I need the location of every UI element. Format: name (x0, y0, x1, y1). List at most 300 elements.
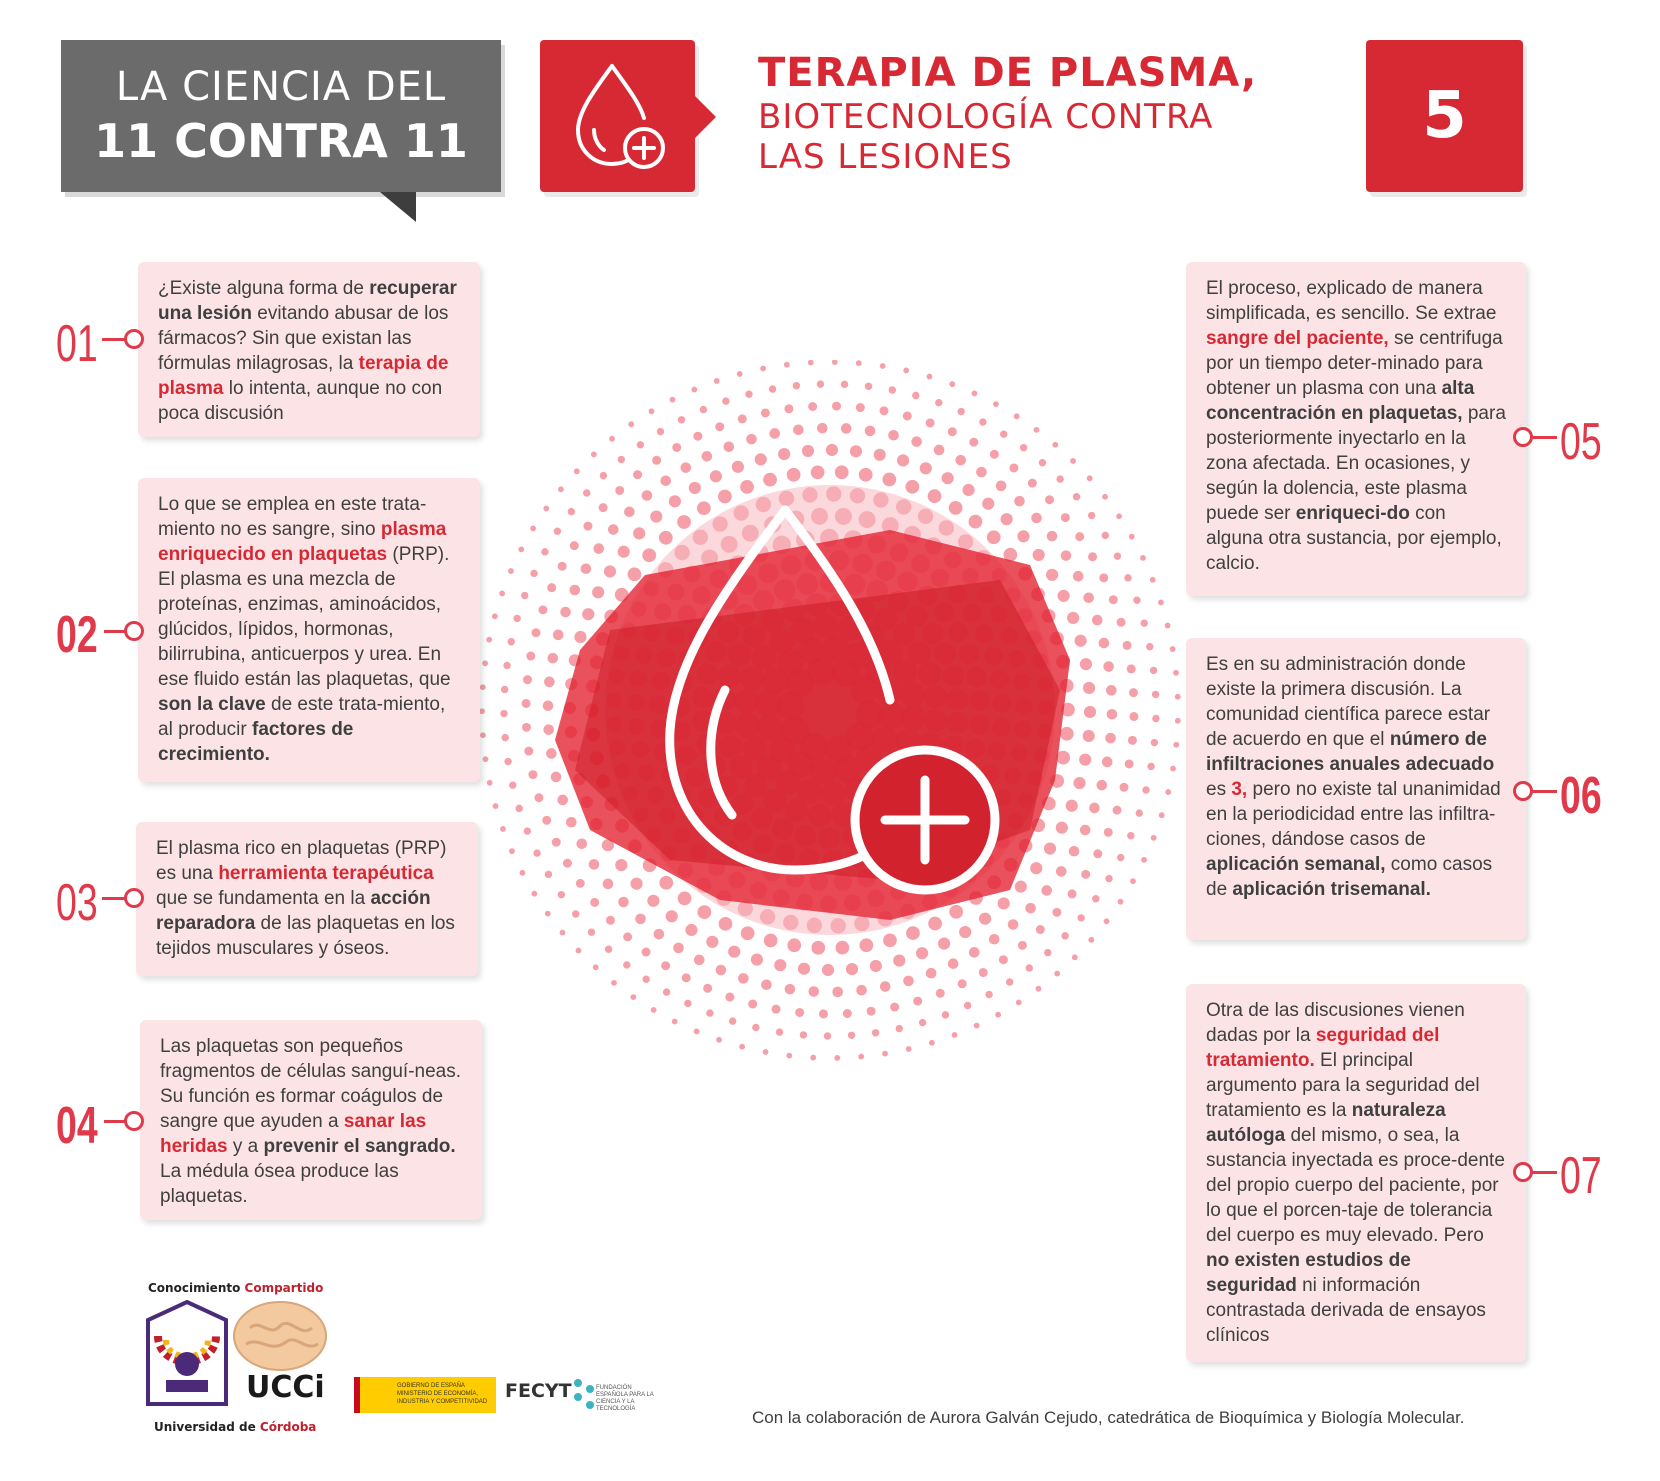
halftone-dot (942, 472, 954, 484)
halftone-dot (832, 360, 838, 365)
text-segment: sangre del paciente, (1206, 328, 1389, 349)
halftone-dot (1014, 413, 1020, 419)
halftone-dot (959, 926, 971, 938)
halftone-dot (700, 406, 707, 413)
university-name (154, 1420, 316, 1434)
halftone-dot (1102, 494, 1108, 500)
halftone-dot (969, 438, 978, 447)
marker-02 (56, 605, 114, 665)
halftone-dot (615, 859, 627, 871)
halftone-dot (883, 933, 897, 947)
halftone-dot (1099, 638, 1110, 649)
halftone-dot (1105, 733, 1116, 744)
government-logo (354, 1377, 496, 1413)
brain-logo (230, 1298, 330, 1378)
halftone-dot (1133, 596, 1140, 603)
halftone-dot (856, 985, 867, 996)
halftone-dot (929, 1040, 935, 1046)
halftone-dot (1175, 718, 1181, 724)
halftone-dot (608, 524, 619, 535)
halftone-dot (522, 699, 531, 708)
halftone-dot (948, 958, 959, 969)
halftone-dot (948, 427, 957, 436)
halftone-dot (1092, 615, 1103, 626)
text-segment: terapia de plasma (158, 353, 449, 399)
halftone-dot (912, 392, 919, 399)
halftone-dot (784, 362, 790, 368)
halftone-dot (624, 507, 635, 518)
halftone-dot (848, 1032, 855, 1039)
halftone-dot (637, 441, 644, 448)
halftone-dot (1008, 919, 1019, 930)
halftone-dot (642, 948, 651, 957)
halftone-dot (633, 527, 645, 539)
halftone-dot (672, 443, 681, 452)
halftone-dot (718, 490, 732, 504)
ucci-tagline-b: Compartido (244, 1281, 324, 1295)
halftone-dot (576, 879, 585, 888)
halftone-dot (826, 444, 838, 456)
halftone-dot (666, 910, 678, 922)
text-segment: recuperar una lesión (158, 278, 457, 324)
marker-06-number: 06 (1560, 767, 1602, 825)
series-title-line1: LA CIENCIA DEL (115, 64, 447, 110)
halftone-dot (1041, 885, 1052, 896)
halftone-dot (1114, 552, 1121, 559)
halftone-dot (808, 402, 817, 411)
halftone-dot (630, 878, 642, 890)
halftone-dot (808, 360, 814, 365)
halftone-dot (652, 456, 661, 465)
halftone-dot (1141, 619, 1148, 626)
halftone-dot (642, 548, 656, 562)
halftone-dot (843, 1009, 852, 1018)
marker-05 (1560, 412, 1618, 472)
title-line1: TERAPIA DE PLASMA, (758, 50, 1258, 96)
info-card-01 (138, 262, 480, 437)
halftone-dot (1077, 914, 1084, 921)
halftone-dot (534, 793, 543, 802)
halftone-dot (752, 1024, 759, 1031)
text-segment: alta concentración en plaquetas, (1206, 378, 1475, 424)
halftone-dot (1104, 828, 1113, 837)
halftone-dot (1084, 706, 1096, 718)
halftone-dot (557, 795, 568, 806)
halftone-dot (1129, 534, 1135, 540)
halftone-dot (1026, 964, 1033, 971)
halftone-dot (800, 1031, 807, 1038)
halftone-dot (995, 1012, 1001, 1018)
halftone-dot (682, 973, 691, 982)
halftone-dot (741, 926, 755, 940)
halftone-dot (582, 608, 594, 620)
halftone-dot (810, 1055, 816, 1061)
halftone-dot (935, 399, 942, 406)
halftone-dot (949, 381, 955, 387)
central-illustration (470, 360, 1190, 1080)
text-segment: del mismo, o sea, la sustancia inyectada es proce-dente del propio cuerpo del paciente, por lo que el porcen-taje de tolerancia del cuerpo es muy elevado. Pero (1206, 1125, 1505, 1246)
halftone-dot (1033, 549, 1045, 561)
halftone-dot (1018, 941, 1027, 950)
halftone-dot (590, 898, 599, 907)
halftone-dot (841, 381, 848, 388)
text-segment: 3, (1231, 779, 1248, 800)
halftone-dot (560, 930, 566, 936)
text-segment: naturaleza autóloga (1206, 1100, 1446, 1146)
halftone-dot (938, 938, 950, 950)
text-segment: El principal argumento para la seguridad del tratamiento es la (1206, 1050, 1480, 1121)
halftone-dot (996, 481, 1007, 492)
marker-03-number: 03 (56, 874, 98, 932)
halftone-dot (1044, 842, 1056, 854)
halftone-dot (523, 675, 532, 684)
halftone-dot (592, 586, 604, 598)
halftone-dot (533, 849, 540, 856)
text-segment: aplicación semanal, (1206, 854, 1386, 875)
halftone-dot (1075, 532, 1084, 541)
halftone-dot (1061, 513, 1070, 522)
marker-07 (1560, 1146, 1618, 1206)
halftone-dot (728, 946, 740, 958)
info-card-05 (1186, 262, 1526, 596)
marker-01 (56, 314, 114, 374)
halftone-dot (1173, 742, 1179, 748)
halftone-dot (1113, 806, 1122, 815)
halftone-dot (927, 374, 933, 380)
halftone-dot (499, 590, 505, 596)
halftone-dot (969, 515, 983, 529)
halftone-dot (604, 565, 616, 577)
halftone-dot (618, 456, 625, 463)
halftone-dot (606, 916, 615, 925)
halftone-dot (778, 448, 790, 460)
halftone-dot (706, 1009, 713, 1016)
halftone-dot (503, 662, 510, 669)
halftone-dot (1000, 430, 1007, 437)
halftone-dot (570, 585, 581, 596)
halftone-dot (774, 959, 786, 971)
halftone-dot (976, 467, 987, 478)
text-segment: lo intenta, aunque no con poca discusión (158, 378, 443, 424)
halftone-dot (581, 563, 592, 574)
halftone-dot (1066, 800, 1078, 812)
info-card-04-text (160, 1034, 462, 1209)
halftone-dot (1150, 577, 1156, 583)
marker-03 (56, 873, 114, 933)
halftone-dot (548, 653, 559, 664)
halftone-dot (1151, 835, 1157, 841)
halftone-dot (819, 1009, 828, 1018)
halftone-dot (1092, 895, 1099, 902)
halftone-dot (1130, 878, 1136, 884)
halftone-dot (724, 441, 735, 452)
halftone-dot (822, 964, 834, 976)
halftone-dot (841, 423, 852, 434)
halftone-dot (1142, 786, 1149, 793)
halftone-dot (633, 470, 642, 479)
halftone-dot (654, 929, 665, 940)
halftone-dot (1047, 531, 1058, 542)
halftone-dot (531, 891, 537, 897)
title-line2: BIOTECNOLOGÍA CONTRA (758, 97, 1214, 137)
halftone-dot (530, 526, 536, 532)
halftone-dot (1117, 854, 1124, 861)
halftone-dot (798, 963, 810, 975)
halftone-dot (1105, 875, 1112, 882)
halftone-dot (591, 451, 597, 457)
blood-drop-plus-icon (562, 58, 672, 176)
text-segment: ¿Existe alguna forma de (158, 278, 370, 299)
halftone-dot (1072, 954, 1078, 960)
text-segment: son la clave (158, 694, 266, 715)
halftone-dot (600, 472, 607, 479)
halftone-dot (879, 406, 888, 415)
halftone-dot (1175, 694, 1181, 700)
halftone-dot (1118, 899, 1124, 905)
halftone-dot (558, 562, 567, 571)
halftone-dot (785, 984, 796, 995)
text-segment: sanar las heridas (160, 1111, 427, 1157)
halftone-dot (903, 976, 914, 987)
halftone-dot (716, 965, 727, 976)
halftone-dot (480, 732, 486, 738)
halftone-dot (551, 772, 562, 783)
halftone-dot (787, 468, 801, 482)
text-segment: es (1206, 779, 1232, 800)
text-segment: para posteriormente inyectarlo en la zona afectada. En ocasiones, y según la dolencia, este plasma puede ser (1206, 403, 1506, 524)
text-segment: número de infiltraciones anuales adecuado (1206, 729, 1495, 775)
halftone-dot (872, 1029, 879, 1036)
university-shield-logo (146, 1300, 228, 1406)
halftone-dot (817, 423, 828, 434)
halftone-dot (942, 1011, 949, 1018)
halftone-dot (500, 710, 507, 717)
marker-04 (56, 1096, 114, 1156)
halftone-dot (1080, 825, 1091, 836)
halftone-dot (547, 583, 556, 592)
halftone-dot (928, 917, 942, 931)
halftone-dot (1020, 444, 1027, 451)
halftone-dot (513, 615, 520, 622)
halftone-dot (739, 1044, 745, 1050)
halftone-dot (684, 1000, 691, 1007)
text-segment: aplicación trisemanal. (1232, 879, 1431, 900)
marker-01-number: 01 (56, 315, 98, 373)
halftone-dot (576, 948, 582, 954)
halftone-dot (480, 684, 486, 690)
halftone-dot (1006, 978, 1013, 985)
halftone-dot (623, 932, 632, 941)
halftone-dot (500, 826, 506, 832)
marker-04-number: 04 (56, 1097, 98, 1155)
halftone-dot (1088, 512, 1095, 519)
halftone-dot (1109, 595, 1118, 604)
halftone-dot (680, 462, 691, 473)
halftone-dot (558, 891, 565, 898)
halftone-dot (661, 961, 670, 970)
halftone-dot (1016, 999, 1022, 1005)
halftone-dot (1102, 532, 1109, 539)
halftone-dot (678, 416, 685, 423)
halftone-dot (776, 1028, 783, 1035)
halftone-dot (576, 839, 587, 850)
halftone-dot (487, 780, 493, 786)
halftone-dot (706, 936, 718, 948)
halftone-dot (716, 1037, 722, 1043)
connector-dot-03 (124, 888, 144, 908)
spain-flag-icon (354, 1377, 394, 1413)
ucci-tagline-a: Conocimiento (148, 1281, 245, 1295)
halftone-dot (911, 436, 922, 447)
halftone-dot (769, 428, 780, 439)
halftone-dot (715, 422, 724, 431)
halftone-dot (530, 570, 537, 577)
halftone-dot (772, 1005, 781, 1014)
halftone-dot (483, 756, 489, 762)
halftone-dot (913, 997, 922, 1006)
series-title-line2: 11 CONTRA 11 (94, 114, 468, 168)
text-segment: acción reparadora (156, 888, 431, 934)
halftone-dot (832, 402, 841, 411)
info-card-06 (1186, 638, 1526, 940)
halftone-dot (974, 1023, 980, 1029)
halftone-dot (888, 430, 899, 441)
header-icon-box (540, 40, 695, 192)
halftone-dot (660, 475, 671, 486)
connector-dot-01 (124, 329, 144, 349)
info-card-07-text (1206, 998, 1506, 1348)
halftone-dot (583, 522, 592, 531)
halftone-dot (589, 859, 600, 870)
halftone-dot (649, 408, 655, 414)
text-segment: El plasma rico en plaquetas (PRP) es una (156, 838, 447, 884)
text-segment: con alguna otra sustancia, por ejemplo, calcio. (1206, 503, 1502, 574)
halftone-dot (1158, 600, 1164, 606)
halftone-dot (1058, 590, 1070, 602)
halftone-dot (603, 879, 614, 890)
halftone-dot (1083, 682, 1095, 694)
halftone-dot (1104, 918, 1110, 924)
halftone-dot (1089, 803, 1100, 814)
halftone-dot (1150, 667, 1157, 674)
info-card-03 (136, 822, 478, 976)
halftone-dot (999, 955, 1008, 964)
halftone-dot (642, 490, 653, 501)
text-segment: se centrifuga por un tiempo deter-minado para obtener un plasma con una (1206, 328, 1503, 399)
halftone-dot (928, 489, 942, 503)
halftone-dot (611, 980, 617, 986)
halftone-dot (1120, 783, 1129, 792)
halftone-dot (685, 924, 697, 936)
connector-dot-02 (124, 621, 144, 641)
text-segment: herramienta terapéutica (218, 863, 434, 884)
halftone-dot (1128, 736, 1137, 745)
halftone-dot (926, 418, 935, 427)
halftone-dot (663, 988, 670, 995)
halftone-dot (1152, 715, 1159, 722)
halftone-dot (542, 816, 551, 825)
halftone-dot (882, 473, 896, 487)
halftone-dot (553, 630, 564, 641)
halftone-dot (722, 397, 729, 404)
halftone-dot (746, 434, 757, 445)
halftone-dot (1124, 574, 1131, 581)
halftone-dot (572, 910, 579, 917)
halftone-dot (958, 979, 967, 988)
halftone-dot (719, 917, 733, 931)
halftone-dot (990, 450, 999, 459)
halftone-dot (693, 432, 702, 441)
halftone-dot (1116, 513, 1122, 519)
halftone-dot (903, 368, 909, 374)
halftone-dot (528, 770, 537, 779)
halftone-dot (1117, 618, 1126, 627)
halftone-dot (1045, 495, 1054, 504)
halftone-dot (745, 391, 752, 398)
halftone-dot (1083, 592, 1094, 603)
text-segment: plasma enriquecido en plaquetas (158, 519, 447, 565)
halftone-dot (482, 660, 488, 666)
fecyt-subtitle: FUNDACIÓN ESPAÑOLA PARA LA CIENCIA Y LA TECNOLOGÍA (596, 1385, 654, 1412)
halftone-dot (522, 723, 531, 732)
info-card-02-text (158, 492, 460, 767)
halftone-dot (1014, 496, 1025, 507)
halftone-dot (1083, 730, 1095, 742)
halftone-dot (1044, 949, 1051, 956)
halftone-dot (1067, 612, 1079, 624)
halftone-dot (916, 947, 928, 959)
credits-footer: Con la colaboración de Aurora Galván Cejudo, catedrática de Bioquímica y Biología Molecular. (752, 1408, 1465, 1427)
halftone-dot (524, 827, 531, 834)
halftone-dot (760, 366, 766, 372)
halftone-dot (1136, 809, 1143, 816)
halftone-dot (1147, 763, 1154, 770)
halftone-dot (599, 503, 608, 512)
halftone-dot (623, 961, 630, 968)
halftone-dot (538, 605, 547, 614)
halftone-dot (1123, 641, 1132, 650)
halftone-dot (761, 408, 770, 417)
halftone-dot (1068, 889, 1077, 898)
halftone-dot (618, 897, 629, 908)
halftone-dot (1073, 571, 1084, 582)
halftone-dot (508, 638, 515, 645)
halftone-dot (926, 968, 937, 979)
halftone-dot (698, 905, 712, 919)
halftone-dot (1028, 479, 1037, 488)
halftone-dot (588, 929, 595, 936)
halftone-dot (657, 428, 664, 435)
halftone-dot (811, 941, 825, 955)
halftone-dot (1129, 688, 1138, 697)
issue-number: 5 (1366, 40, 1523, 192)
halftone-dot (962, 484, 974, 496)
halftone-dot (1170, 766, 1176, 772)
halftone-dot (702, 451, 713, 462)
halftone-dot (543, 700, 554, 711)
halftone-dot (949, 905, 963, 919)
halftone-dot (643, 976, 650, 983)
halftone-dot (870, 960, 882, 972)
halftone-dot (552, 838, 561, 847)
halftone-dot (725, 993, 734, 1002)
header-arrow (694, 95, 716, 139)
fecyt-molecule-icon (572, 1377, 596, 1411)
halftone-dot (1069, 846, 1080, 857)
halftone-dot (1159, 812, 1165, 818)
page-title (758, 50, 1257, 176)
ucci-wordmark: UCCi (246, 1370, 325, 1405)
